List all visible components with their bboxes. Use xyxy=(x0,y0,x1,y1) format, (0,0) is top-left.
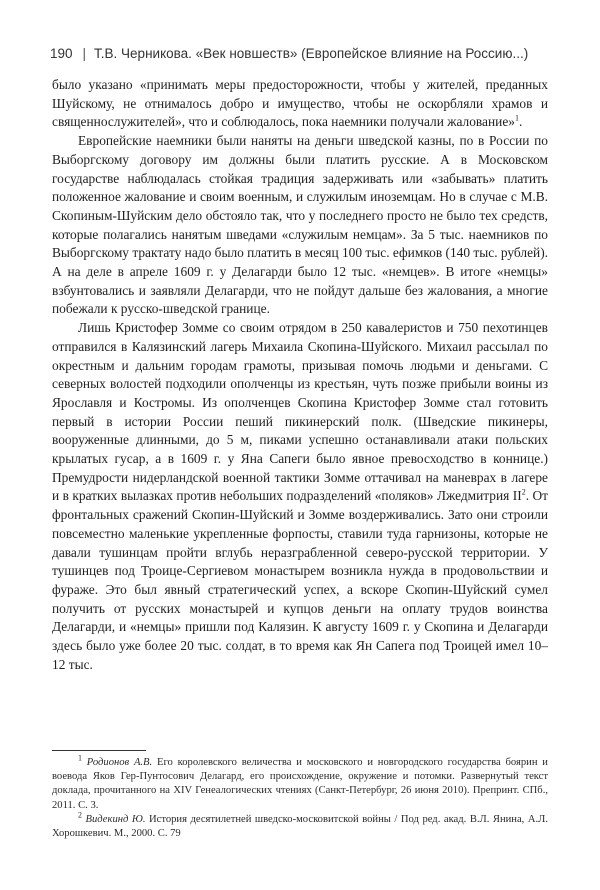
footnote-1-author: Родионов А.В. xyxy=(86,757,153,768)
footnote-2-number: 2 xyxy=(78,810,82,820)
paragraph-2: Европейские наемники были наняты на деньги шведской казны, по в России по Выборгскому договору им должны были платить русские. А в Московском государстве наблюдалась стойкая традиция задерживать или «забывать» платить положенное жалование и своим военным, и служилым иноземцам. Но в случае с М.В. Скопиным-Шуйским дело обстояло так, что у последнего просто не было тех средств, которые полагались нанятым шведами «служилым немцам». За 5 тыс. наемников по Выборгскому трактату надо было платить в месяц 100 тыс. ефимков (140 тыс. рублей). А на деле в апреле 1609 г. у Делагарди было 12 тыс. «немцев». В итоге «немцы» взбунтовались и заявляли Делагарди, что не пойдут дальше без жалования, а многие побежали к русско-шведской границе. xyxy=(52,133,549,317)
running-header xyxy=(50,46,550,61)
footnotes xyxy=(52,753,548,841)
paragraph-1-text: было указано «принимать меры предосторожности, чтобы у жителей, преданных Шуйскому, не отнималось добро и имущество, чтобы не оскорбляли храмов и священнослужителей», что и соблюдалось, пока наемники получали жалование» xyxy=(52,77,548,130)
paragraph-3-text-b: . От фронтальных сражений Скопин-Шуйский и Зомме воздерживались. Зато они строили повсеместно маленькие укрепленные форпосты, ставили туда гарнизоны, которые не давали тушинцам пройти вглубь неразграбленной северо-русской территории. У тушинцев под Троице-Сергиевом монастырем возникла нужда в продовольствии и фураже. Это был явный стратегический успех, а вскоре Скопин-Шуйский сумел получить от русских монастырей и купцов деньги на оплату трудов воинства Делагарди, и «немцы» пришли под Калязин. К августу 1609 г. у Скопина и Делагарди здесь было уже более 20 тыс. солдат, в то время как Ян Сапега под Троицей имел 10–12 тыс. xyxy=(52,488,548,672)
footnote-2 xyxy=(52,810,548,841)
footnote-2-author: Видекинд Ю. xyxy=(85,813,146,825)
header-separator: | xyxy=(82,46,87,61)
page-number: 190 xyxy=(50,46,73,61)
footnote-ref-1[interactable]: 1 xyxy=(514,113,519,123)
paragraph-1-end: . xyxy=(518,114,523,130)
paragraph-3-text-a: Лишь Кристофер Зомме со своим отрядом в 250 кавалеристов и 750 пехотинцев отправился в Калязинский лагерь Михаила Скопина-Шуйского. Михаил рассылал по окрестным и дальним городам грамоты, призывая помочь людьми и деньгами. С северных волостей подходили ополченцы из крестьян, чуть позже прибыли воины из Ярославля и Костромы. Из ополченцев Скопина Кристофер Зомме стал готовить первый в истории России пеший пикинерский полк. (Шведские пикинеры, вооруженные длинными, до 5 м, пиками успешно останавливали атаки польских крылатых гусар, а в 1609 г. у Яна Сапеги было явное превосходство в коннице.) Премудрости нидерландской военной тактики Зомме оттачивал на маневрах в лагере и в кратких вылазках против небольших подразделений «поляков» Лжедмитрия II xyxy=(52,320,548,504)
footnote-1 xyxy=(52,753,548,813)
footnote-1-number: 1 xyxy=(78,753,82,763)
paragraph-3 xyxy=(52,319,548,674)
footnote-divider xyxy=(52,750,146,751)
footnote-2-text: История десятилетней шведско-московитской войны / Под ред. акад. В.Л. Янина, А.Л. Хорошкевич. М., 2000. С. 79 xyxy=(52,813,548,840)
running-title: Т.В. Черникова. «Век новшеств» (Европейское влияние на Россию...) xyxy=(94,46,529,61)
footnote-1-text: Его королевского величества и московского и новгородского государства боярин и воевода Яков Гер-Пунтосович Делагард, его происхождение, окружение и потомки. Развернутый текст доклада, прочитанного на XIV Генеалогических чтениях (Санкт-Петербург, 26 июня 2010). Препринт. СПб., 2011. С. 3. xyxy=(52,757,548,811)
main-text xyxy=(52,76,548,675)
paragraph-1 xyxy=(52,76,548,132)
footnote-ref-2[interactable]: 2 xyxy=(521,488,526,497)
